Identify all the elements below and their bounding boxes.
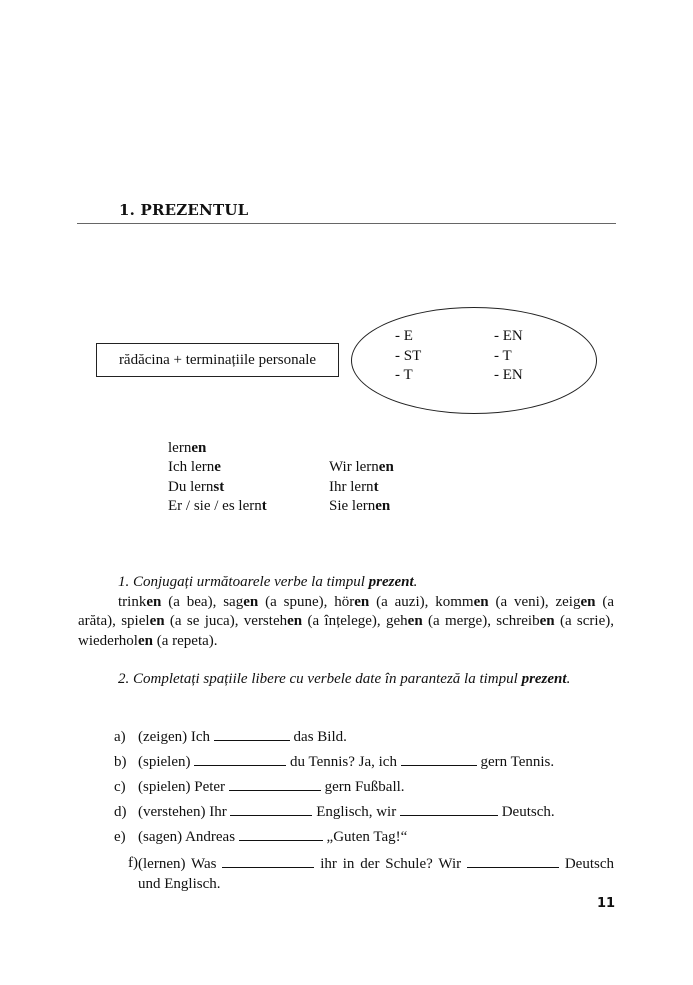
exercise-1-verb-list: trinken (a bea), sagen (a spune), hören (a auzi), kommen (a veni), zeigen (a arăta), spielen (a se juca), verstehen (a înțelege), gehen (a merge), schreiben (a scrie), wiederholen (a repeta).	[78, 593, 614, 649]
exercise-item-a: a) (zeigen) Ich das Bild.	[114, 725, 614, 750]
conjugation-singular	[168, 458, 267, 517]
page-number: 11	[597, 896, 616, 911]
exercise-2-list	[114, 725, 614, 894]
ending-item: - E	[395, 328, 413, 344]
verb-infinitive	[168, 439, 206, 459]
verb-stem: lern	[168, 440, 192, 456]
endings-plural	[494, 327, 523, 386]
ending-item: - T	[494, 347, 512, 364]
conjugation-plural	[329, 458, 394, 517]
exercise-item-e: e) (sagen) Andreas „Guten Tag!“	[114, 825, 614, 850]
ending-item: - EN	[494, 328, 523, 344]
answer-blank[interactable]	[401, 751, 477, 766]
exercise-item-c: c) (spielen) Peter gern Fußball.	[114, 775, 614, 800]
chapter-heading: 1. PREZENTUL	[119, 201, 249, 219]
endings-ellipse	[351, 307, 597, 414]
answer-blank[interactable]	[222, 853, 314, 868]
exercise-1	[78, 573, 614, 651]
exercise-1-instruction: 1. Conjugați următoarele verbe la timpul prezent.	[118, 574, 418, 590]
exercise-2-instruction: 2. Completați spațiile libere cu verbele date în paranteză la timpul prezent.	[118, 671, 571, 687]
answer-blank[interactable]	[467, 853, 559, 868]
exercise-item-b: b) (spielen) du Tennis? Ja, ich gern Tennis.	[114, 750, 614, 775]
formula-box	[96, 343, 339, 377]
endings-singular	[395, 327, 421, 386]
ending-item: - T	[395, 367, 413, 383]
conjugation-row: Wir lernen	[329, 459, 394, 475]
verb-ending: en	[191, 440, 207, 456]
ending-item: - EN	[494, 367, 523, 383]
formula-text: rădăcina + terminațiile personale	[118, 351, 317, 368]
heading-divider	[77, 223, 616, 224]
answer-blank[interactable]	[230, 801, 312, 816]
conjugation-row: Ihr lernt	[329, 478, 379, 495]
answer-blank[interactable]	[229, 776, 321, 791]
conjugation-row: Ich lerne	[168, 459, 221, 475]
answer-blank[interactable]	[214, 726, 290, 741]
answer-blank[interactable]	[400, 801, 498, 816]
conjugation-row: Du lernst	[168, 478, 225, 495]
ending-item: - ST	[395, 347, 422, 364]
conjugation-row: Er / sie / es lernt	[168, 498, 267, 514]
exercise-item-d: d) (verstehen) Ihr Englisch, wir Deutsch.	[114, 800, 614, 825]
exercise-item-f: f) (lernen) Was ihr in der Schule? Wir Deutsch und Englisch.	[128, 855, 614, 892]
answer-blank[interactable]	[239, 826, 323, 841]
answer-blank[interactable]	[194, 751, 286, 766]
conjugation-row: Sie lernen	[329, 498, 391, 514]
